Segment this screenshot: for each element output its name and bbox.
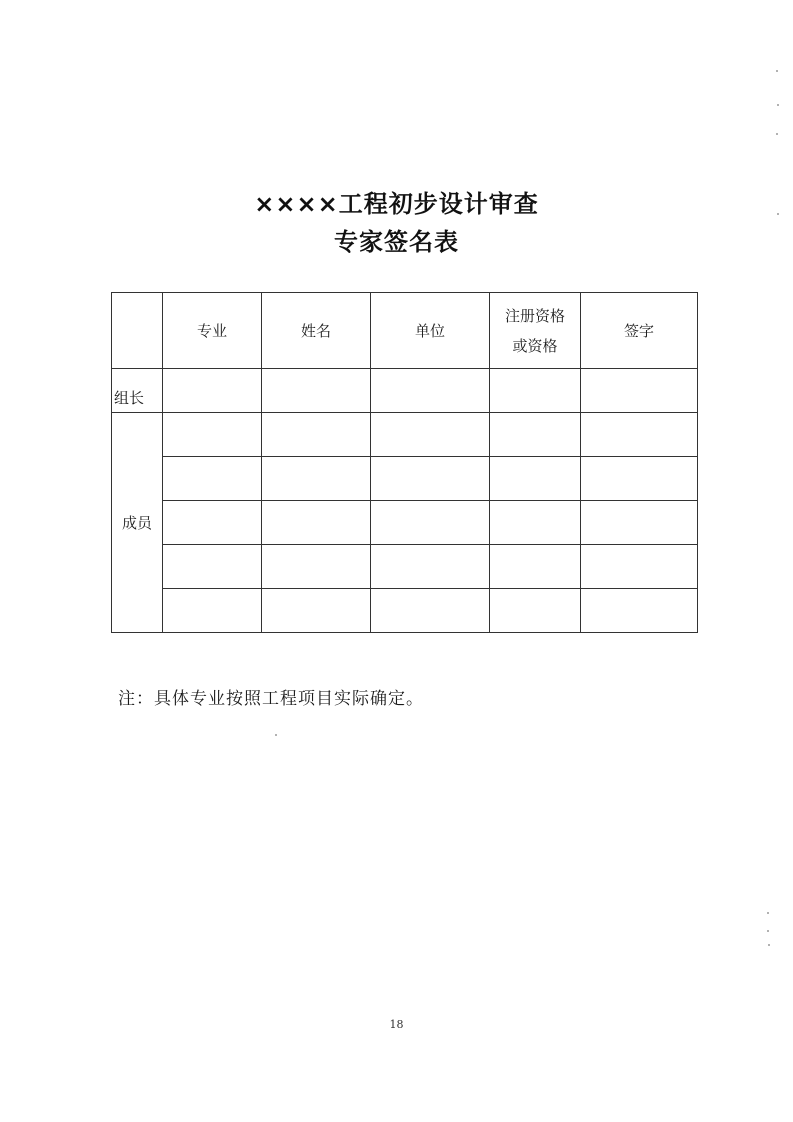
header-signature: 签字 <box>581 293 698 369</box>
table-cell <box>490 369 581 413</box>
table-cell <box>581 457 698 501</box>
document-subtitle: 专家签名表 <box>334 228 459 256</box>
table-row-leader <box>112 369 698 413</box>
table-cell <box>371 545 490 589</box>
scan-speck <box>768 944 770 946</box>
header-qualification <box>490 293 581 369</box>
table-row-member <box>112 413 698 457</box>
table-cell <box>371 369 490 413</box>
header-corner-cell <box>112 293 163 369</box>
table-cell <box>371 589 490 633</box>
table-cell <box>581 589 698 633</box>
table-cell <box>371 413 490 457</box>
header-name: 姓名 <box>262 293 371 369</box>
scan-speck <box>275 734 277 736</box>
table-cell <box>262 589 371 633</box>
page-number: 18 <box>389 1018 404 1031</box>
header-qualification-line1: 注册资格 <box>504 306 565 325</box>
footnote: 注：具体专业按照工程项目实际确定。 <box>118 689 424 709</box>
table-cell <box>581 369 698 413</box>
table-cell <box>581 545 698 589</box>
table-cell <box>490 413 581 457</box>
table-row-member <box>112 589 698 633</box>
header-qualification-line2: 或资格 <box>512 336 558 355</box>
table-cell <box>262 501 371 545</box>
table-cell <box>163 457 262 501</box>
table-cell <box>163 589 262 633</box>
header-organization: 单位 <box>371 293 490 369</box>
table-cell <box>371 457 490 501</box>
table-header-row <box>112 293 698 369</box>
table-row-member <box>112 545 698 589</box>
table-cell <box>490 501 581 545</box>
scan-speck <box>767 930 769 932</box>
scan-speck <box>777 213 779 215</box>
document-title: ××××工程初步设计审查 <box>254 190 539 218</box>
scan-speck <box>767 912 769 914</box>
table-cell <box>371 501 490 545</box>
table-cell <box>163 545 262 589</box>
header-specialty: 专业 <box>163 293 262 369</box>
table-cell <box>262 369 371 413</box>
table-cell <box>490 545 581 589</box>
scan-speck <box>776 133 778 135</box>
table-cell <box>163 369 262 413</box>
table-cell <box>262 413 371 457</box>
table-row-member <box>112 457 698 501</box>
table-cell <box>490 589 581 633</box>
member-label: 成员 <box>112 413 163 633</box>
table-cell <box>581 501 698 545</box>
expert-signature-table <box>111 292 698 633</box>
table-cell <box>163 413 262 457</box>
leader-label: 组长 <box>112 369 163 413</box>
table-cell <box>490 457 581 501</box>
table-row-member <box>112 501 698 545</box>
table-cell <box>163 501 262 545</box>
table-cell <box>581 413 698 457</box>
scan-speck <box>777 104 779 106</box>
table-cell <box>262 457 371 501</box>
scan-speck <box>776 70 778 72</box>
table-cell <box>262 545 371 589</box>
